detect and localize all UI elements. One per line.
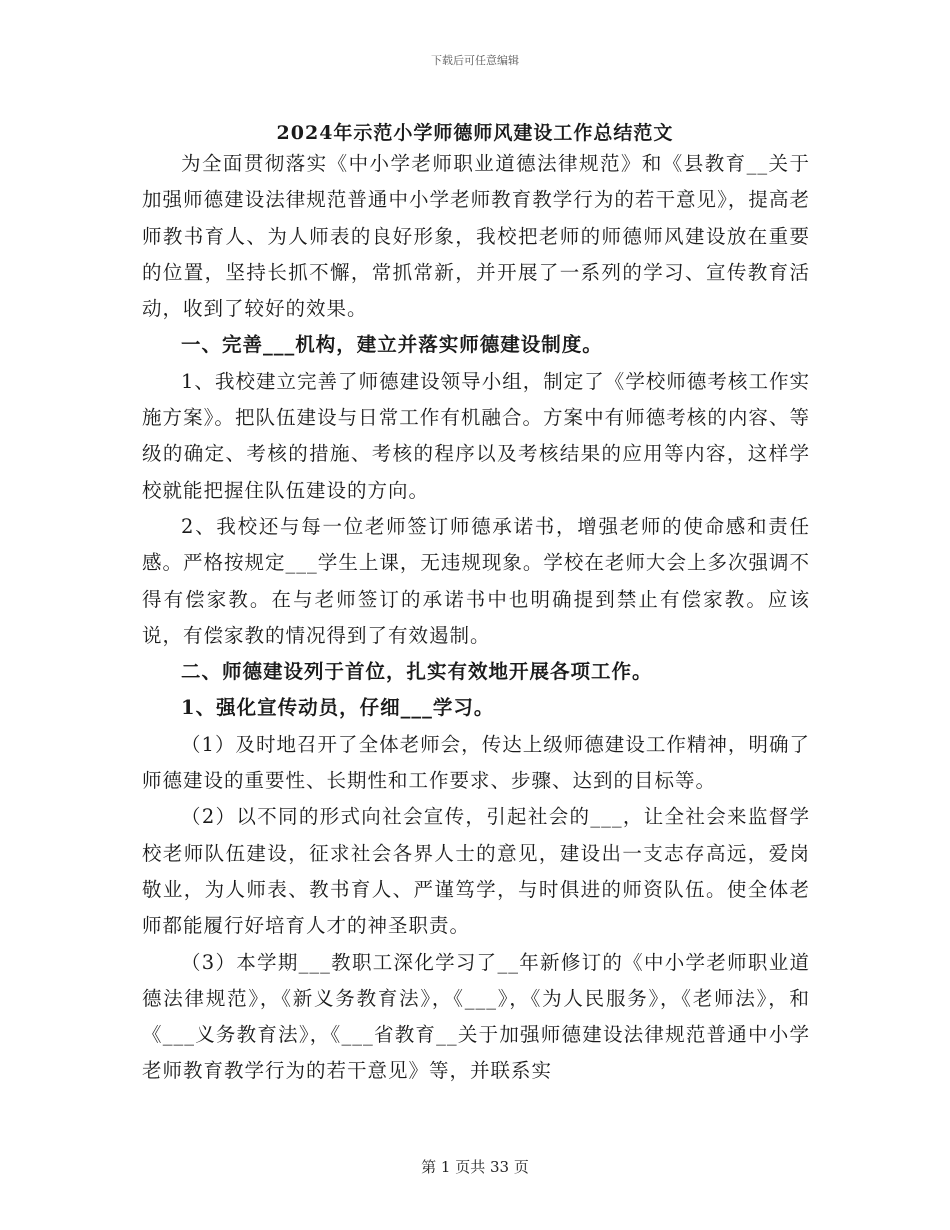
document-title: 2024年示范小学师德师风建设工作总结范文 xyxy=(276,122,674,144)
paragraph-2-1-2: （2）以不同的形式向社会宣传，引起社会的___，让全社会来监督学校老师队伍建设，征求社会各界人士的意见，建设出一支志存高远，爱岗敬业，为人师表、教书育人、严谨笃学，与时俱进的师资队伍。使全体老师都能履行好培育人才的神圣职责。 xyxy=(142,805,810,938)
document-body xyxy=(142,146,810,1090)
page-footer: 第 1 页共 33 页 xyxy=(421,1158,529,1176)
header-note: 下载后可任意编辑 xyxy=(431,54,519,67)
paragraph-intro: 为全面贯彻落实《中小学老师职业道德法律规范》和《县教育__关于加强师德建设法律规范普通中小学老师教育教学行为的若干意见》，提高老师教书育人、为人师表的良好形象，我校把老师的师德师风建设放在重要的位置，坚持长抓不懈，常抓常新，并开展了一系列的学习、宣传教育活动，收到了较好的效果。 xyxy=(142,152,810,321)
paragraph-2-1-3: （3）本学期___教职工深化学习了__年新修订的《中小学老师职业道德法律规范》，《新义务教育法》，《___》，《为人民服务》，《老师法》，和《___义务教育法》，《___省教育__关于加强师德建设法律规范普通中小学老师教育教学行为的若干意见》等，并联系实 xyxy=(142,950,810,1083)
paragraph-1-2: 2、我校还与每一位老师签订师德承诺书，增强老师的使命感和责任感。严格按规定___学生上课，无违规现象。学校在老师大会上多次强调不得有偿家教。在与老师签订的承诺书中也明确提到禁止有偿家教。应该说，有偿家教的情况得到了有效遏制。 xyxy=(142,514,810,647)
heading-section-1: 一、完善___机构，建立并落实师德建设制度。 xyxy=(181,333,603,357)
heading-subsection-2-1: 1、强化宣传动员，仔细___学习。 xyxy=(181,696,495,720)
paragraph-1-1: 1、我校建立完善了师德建设领导小组，制定了《学校师德考核工作实施方案》。把队伍建设与日常工作有机融合。方案中有师德考核的内容、等级的确定、考核的措施、考核的程序以及考核结果的应用等内容，这样学校就能把握住队伍建设的方向。 xyxy=(142,369,810,502)
paragraph-2-1-1: （1）及时地召开了全体老师会，传达上级师德建设工作精神，明确了师德建设的重要性、长期性和工作要求、步骤、达到的目标等。 xyxy=(142,732,810,793)
heading-section-2: 二、师德建设列于首位，扎实有效地开展各项工作。 xyxy=(181,660,653,684)
